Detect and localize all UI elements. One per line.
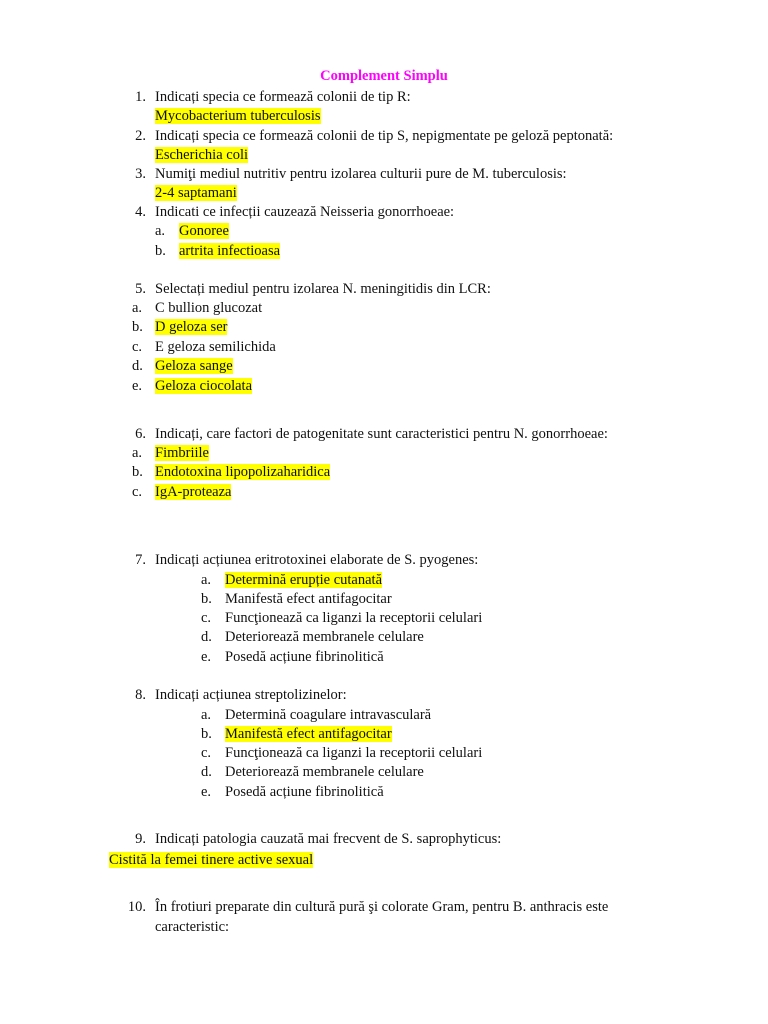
question-text: Indicați acțiunea eritrotoxinei elaborate de S. pyogenes: xyxy=(155,552,479,568)
option-text: Determină coagulare intravasculară xyxy=(225,707,432,723)
option-letter: e. xyxy=(201,649,212,665)
option-text: Deteriorează membranele celulare xyxy=(225,629,424,645)
option-letter: d. xyxy=(201,764,212,780)
question-text: În frotiuri preparate din cultură pură şi colorate Gram, pentru B. anthracis este xyxy=(155,899,609,915)
question-number: 2. xyxy=(135,128,146,144)
question-number: 5. xyxy=(135,281,146,297)
option-letter: b. xyxy=(155,243,166,259)
answer-highlight: Mycobacterium tuberculosis xyxy=(155,108,321,124)
question-text: Selectați mediul pentru izolarea N. meningitidis din LCR: xyxy=(155,281,491,297)
question-text: Indicați acțiunea streptolizinelor: xyxy=(155,687,347,703)
option-text: Deteriorează membranele celulare xyxy=(225,764,424,780)
option-letter: a. xyxy=(132,300,143,316)
question-text: Numiţi mediul nutritiv pentru izolarea culturii pure de M. tuberculosis: xyxy=(155,166,567,182)
option-text: E geloza semilichida xyxy=(155,339,276,355)
option-letter: c. xyxy=(201,610,212,626)
option-text: IgA-proteaza xyxy=(155,484,232,500)
option-letter: a. xyxy=(201,572,212,588)
option-text: artrita infectioasa xyxy=(179,243,281,259)
option-letter: b. xyxy=(132,464,143,480)
option-letter: a. xyxy=(155,223,166,239)
option-text: Geloza ciocolata xyxy=(155,378,253,394)
answer-highlight: Cistită la femei tinere active sexual xyxy=(109,852,314,868)
page-title: Complement Simplu xyxy=(320,68,448,84)
option-letter: d. xyxy=(201,629,212,645)
option-letter: d. xyxy=(132,358,143,374)
question-number: 9. xyxy=(135,831,146,847)
option-text: Posedă acțiune fibrinolitică xyxy=(225,784,384,800)
answer-highlight: Escherichia coli xyxy=(155,147,248,163)
option-letter: c. xyxy=(132,484,143,500)
option-letter: a. xyxy=(201,707,212,723)
option-letter: c. xyxy=(201,745,212,761)
question-text-continued: caracteristic: xyxy=(155,919,230,935)
option-text: Manifestă efect antifagocitar xyxy=(225,591,392,607)
option-letter: e. xyxy=(201,784,212,800)
option-text: Gonoree xyxy=(179,223,229,239)
option-text: Posedă acțiune fibrinolitică xyxy=(225,649,384,665)
option-letter: a. xyxy=(132,445,143,461)
option-text: Geloza sange xyxy=(155,358,233,374)
option-text: Fimbriile xyxy=(155,445,209,461)
option-text: Determină erupție cutanată xyxy=(225,572,383,588)
question-number: 4. xyxy=(135,204,146,220)
question-number: 6. xyxy=(135,426,146,442)
option-text: Manifestă efect antifagocitar xyxy=(225,726,392,742)
option-letter: e. xyxy=(132,378,143,394)
option-letter: c. xyxy=(132,339,143,355)
answer-highlight: 2-4 saptamani xyxy=(155,185,237,201)
question-number: 1. xyxy=(135,89,146,105)
option-text: Funcţionează ca liganzi la receptorii celulari xyxy=(225,745,483,761)
question-text: Indicati ce infecții cauzează Neisseria gonorrhoeae: xyxy=(155,204,455,220)
question-number: 3. xyxy=(135,166,146,182)
option-letter: b. xyxy=(201,591,212,607)
question-number: 7. xyxy=(135,552,146,568)
option-letter: b. xyxy=(132,319,143,335)
question-text: Indicați, care factori de patogenitate sunt caracteristici pentru N. gonorrhoeae: xyxy=(155,426,608,442)
question-text: Indicați specia ce formează colonii de tip S, nepigmentate pe geloză peptonată: xyxy=(155,128,614,144)
option-letter: b. xyxy=(201,726,212,742)
option-text: Funcţionează ca liganzi la receptorii celulari xyxy=(225,610,483,626)
question-number: 10. xyxy=(127,899,146,915)
question-text: Indicați patologia cauzată mai frecvent de S. saprophyticus: xyxy=(155,831,502,847)
option-text: C bullion glucozat xyxy=(155,300,263,316)
question-number: 8. xyxy=(135,687,146,703)
question-text: Indicați specia ce formează colonii de tip R: xyxy=(155,89,411,105)
option-text: D geloza ser xyxy=(155,319,228,335)
option-text: Endotoxina lipopolizaharidica xyxy=(155,464,331,480)
